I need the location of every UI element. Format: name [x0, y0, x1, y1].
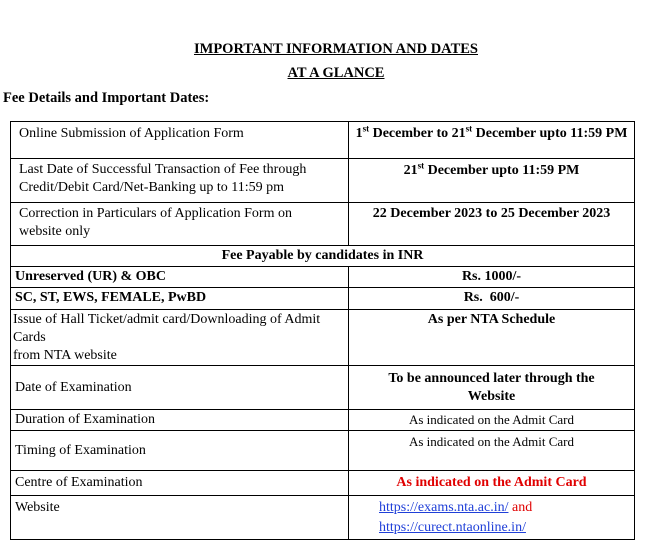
- curect-link[interactable]: https://curect.ntaonline.in/: [379, 520, 526, 535]
- timing-label: Timing of Examination: [11, 431, 349, 471]
- last-date-fee-value: 21st December upto 11:59 PM: [349, 159, 635, 203]
- duration-value: As indicated on the Admit Card: [349, 410, 635, 431]
- table-row: [11, 122, 635, 159]
- table-row: [11, 410, 635, 431]
- hall-ticket-label: Issue of Hall Ticket/admit card/Downloading of Admit Cards from NTA website: [11, 310, 349, 366]
- table-row: [11, 471, 635, 496]
- and-text: and: [508, 500, 533, 515]
- table-row: [11, 159, 635, 203]
- page-subtitle: AT A GLANCE: [287, 65, 385, 81]
- correction-label: Correction in Particulars of Application Form on website only: [11, 203, 349, 246]
- exam-date-label: Date of Examination: [11, 366, 349, 410]
- page-title: IMPORTANT INFORMATION AND DATES: [193, 41, 478, 57]
- website-label: Website: [11, 496, 349, 540]
- section-heading: Fee Details and Important Dates:: [3, 90, 210, 106]
- correction-value: 22 December 2023 to 25 December 2023: [349, 203, 635, 246]
- timing-value: As indicated on the Admit Card: [349, 431, 635, 471]
- table-row: [11, 267, 635, 288]
- hall-ticket-value: As per NTA Schedule: [349, 310, 635, 366]
- table-row: [11, 431, 635, 471]
- fee-header: Fee Payable by candidates in INR: [11, 246, 635, 267]
- table-row: [11, 366, 635, 410]
- fee-ur-label: Unreserved (UR) & OBC: [11, 267, 349, 288]
- last-date-fee-label: Last Date of Successful Transaction of Fee through Credit/Debit Card/Net-Banking up to 11:59 pm: [11, 159, 349, 203]
- centre-value: As indicated on the Admit Card: [349, 471, 635, 496]
- table-row: [11, 288, 635, 310]
- table-row: [11, 310, 635, 366]
- exams-nta-link[interactable]: https://exams.nta.ac.in/: [379, 500, 509, 515]
- table-row: [11, 246, 635, 267]
- centre-label: Centre of Examination: [11, 471, 349, 496]
- info-table: [10, 121, 635, 540]
- exam-date-value: To be announced later through the Website: [349, 366, 635, 410]
- online-submission-label: Online Submission of Application Form: [11, 122, 349, 159]
- table-row: [11, 496, 635, 540]
- fee-ur-value: Rs. 1000/-: [349, 267, 635, 288]
- website-value: [349, 496, 635, 540]
- fee-sc-value: Rs. 600/-: [349, 288, 635, 310]
- duration-label: Duration of Examination: [11, 410, 349, 431]
- table-row: [11, 203, 635, 246]
- online-submission-dates: 1st December to 21st December upto 11:59 PM: [349, 122, 635, 159]
- fee-sc-label: SC, ST, EWS, FEMALE, PwBD: [11, 288, 349, 310]
